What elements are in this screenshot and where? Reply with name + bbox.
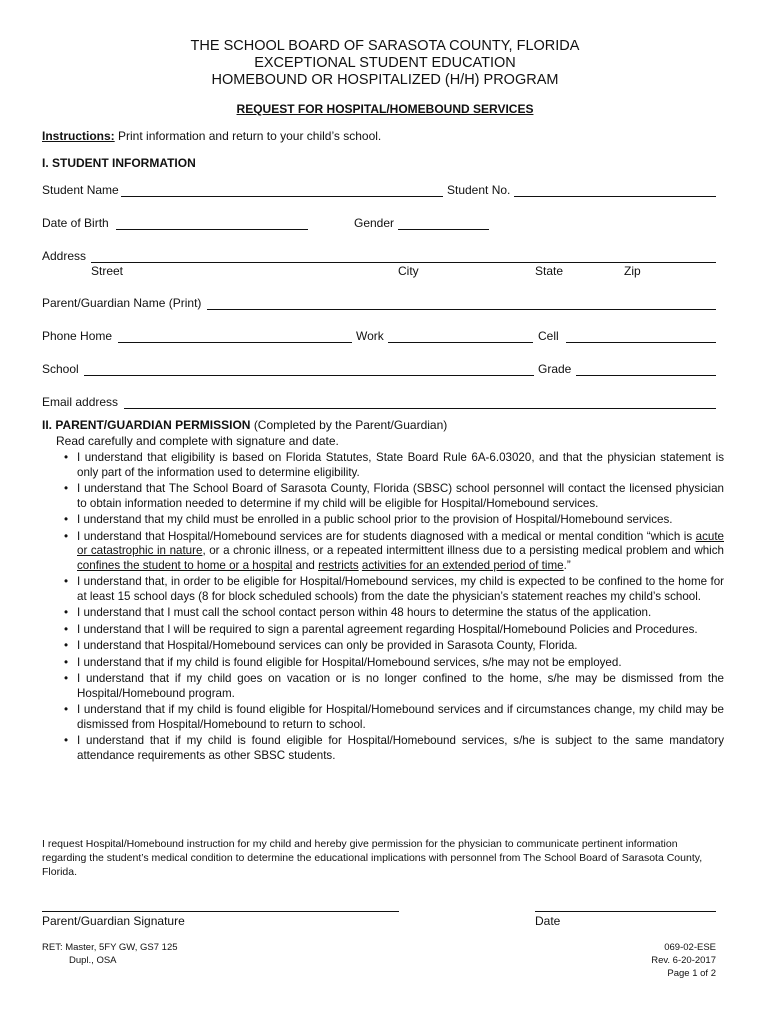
footer-ret-line-2: Dupl., OSA — [69, 955, 117, 966]
permission-text-underlined: activities for an extended period of time — [361, 558, 564, 572]
section-2-title-bold: II. PARENT/GUARDIAN PERMISSION — [42, 418, 251, 432]
cell-label: Cell — [538, 329, 559, 343]
permission-item: • I understand that eligibility is based on Florida Statutes, State Board Rule 6A-6.03020, and that the physician statement is only part of the information used to determine eligibility. — [64, 451, 724, 480]
permission-text-underlined: restricts — [318, 558, 359, 572]
work-field[interactable] — [388, 328, 533, 343]
permission-item: • I understand that I must call the school contact person within 48 hours to determine the status of the application. — [64, 606, 724, 621]
date-label: Date — [535, 914, 561, 928]
permission-item: • I understand that if my child goes on vacation or is no longer confined to the home, s/he may be dismissed from the Hospital/Homebound program. — [64, 672, 724, 701]
signature-label: Parent/Guardian Signature — [42, 914, 185, 928]
section-2-title-rest: (Completed by the Parent/Guardian) — [253, 418, 448, 432]
grade-field[interactable] — [576, 361, 716, 376]
school-label: School — [42, 362, 79, 376]
zip-sublabel: Zip — [624, 264, 641, 278]
request-paragraph: I request Hospital/Homebound instruction for my child and hereby give permission for the physician to communicate pertinent information regarding the student’s medical condition to determine the educational implications with personnel from The School Board of Sarasota County, Florida. — [42, 838, 703, 878]
permission-item: • I understand that if my child is found eligible for Hospital/Homebound services, s/he is subject to the same mandatory attendance requirements as other SBSC students. — [64, 734, 724, 763]
header-line-1: THE SCHOOL BOARD OF SARASOTA COUNTY, FLORIDA — [190, 38, 580, 54]
header-line-2: EXCEPTIONAL STUDENT EDUCATION — [254, 55, 516, 71]
school-field[interactable] — [84, 361, 534, 376]
parent-name-field[interactable] — [207, 295, 716, 310]
address-field[interactable] — [91, 248, 716, 263]
date-of-birth-label: Date of Birth — [42, 216, 109, 230]
permission-text: and — [292, 558, 319, 572]
permission-text: I understand that Hospital/Homebound services are for students diagnosed with a medical or mental condition “which is — [77, 529, 696, 543]
permission-item: • I understand that if my child is found eligible for Hospital/Homebound services and if circumstances change, my child may be dismissed from Hospital/Homebound to return to school. — [64, 703, 724, 732]
footer-form-info — [651, 941, 716, 980]
date-field[interactable] — [535, 911, 716, 912]
student-name-label: Student Name — [42, 183, 119, 197]
state-sublabel: State — [535, 264, 564, 278]
work-label: Work — [356, 329, 384, 343]
city-sublabel: City — [398, 264, 419, 278]
footer-revision: Rev. 6-20-2017 — [651, 955, 716, 966]
section-1-title: I. STUDENT INFORMATION — [42, 156, 196, 170]
permission-text: , or a chronic illness, or a repeated intermittent illness due to a persisting medical problem and which — [202, 544, 724, 557]
email-field[interactable] — [124, 394, 716, 409]
cell-field[interactable] — [566, 328, 716, 343]
permission-text-underlined: confines the student to home or a hospital — [77, 558, 293, 572]
phone-home-label: Phone Home — [42, 329, 113, 343]
instructions — [42, 129, 381, 143]
email-label: Email address — [42, 395, 119, 409]
footer-form-number: 069-02-ESE — [664, 942, 716, 953]
section-2-intro: Read carefully and complete with signature and date. — [56, 434, 339, 448]
student-no-label: Student No. — [447, 183, 511, 197]
permission-item: • I understand that Hospital/Homebound services can only be provided in Sarasota County, Florida. — [64, 639, 724, 654]
permission-item: • I understand that, in order to be eligible for Hospital/Homebound services, my child is expected to be confined to the home for at least 15 school days (8 for block scheduled schools) from the date the physician’s statement reaches my child’s school. — [64, 575, 724, 604]
footer-page-number: Page 1 of 2 — [667, 968, 716, 979]
form-subtitle: REQUEST FOR HOSPITAL/HOMEBOUND SERVICES — [236, 102, 534, 116]
section-2-title — [42, 418, 447, 432]
instructions-label: Instructions: — [42, 129, 115, 143]
header-line-3: HOMEBOUND OR HOSPITALIZED (H/H) PROGRAM — [211, 72, 559, 88]
gender-field[interactable] — [398, 215, 489, 230]
permission-item — [64, 530, 724, 574]
permission-list — [64, 451, 724, 765]
parent-name-label: Parent/Guardian Name (Print) — [42, 296, 202, 310]
permission-item: • I understand that my child must be enrolled in a public school prior to the provision of Hospital/Homebound services. — [64, 513, 724, 528]
signature-field[interactable] — [42, 911, 399, 912]
permission-item: • I understand that if my child is found eligible for Hospital/Homebound services, s/he may not be employed. — [64, 656, 724, 671]
street-sublabel: Street — [91, 264, 124, 278]
instructions-text: Print information and return to your child’s school. — [118, 129, 382, 143]
student-name-field[interactable] — [121, 182, 443, 197]
footer-retention — [42, 941, 178, 967]
permission-item: • I understand that The School Board of Sarasota County, Florida (SBSC) school personnel will contact the licensed physician to obtain information needed to determine if my child will be eligible for Hospital/Homebound services. — [64, 482, 724, 511]
permission-text: .” — [563, 558, 571, 572]
address-label: Address — [42, 249, 87, 263]
footer-ret-line-1: RET: Master, 5FY GW, GS7 125 — [42, 942, 178, 953]
permission-item: • I understand that I will be required to sign a parental agreement regarding Hospital/Homebound Policies and Procedures. — [64, 623, 724, 638]
phone-home-field[interactable] — [118, 328, 352, 343]
grade-label: Grade — [538, 362, 572, 376]
permission-text-underlined: acute or catastrophic in nature — [77, 529, 724, 557]
gender-label: Gender — [354, 216, 395, 230]
date-of-birth-field[interactable] — [116, 215, 308, 230]
student-no-field[interactable] — [514, 182, 716, 197]
